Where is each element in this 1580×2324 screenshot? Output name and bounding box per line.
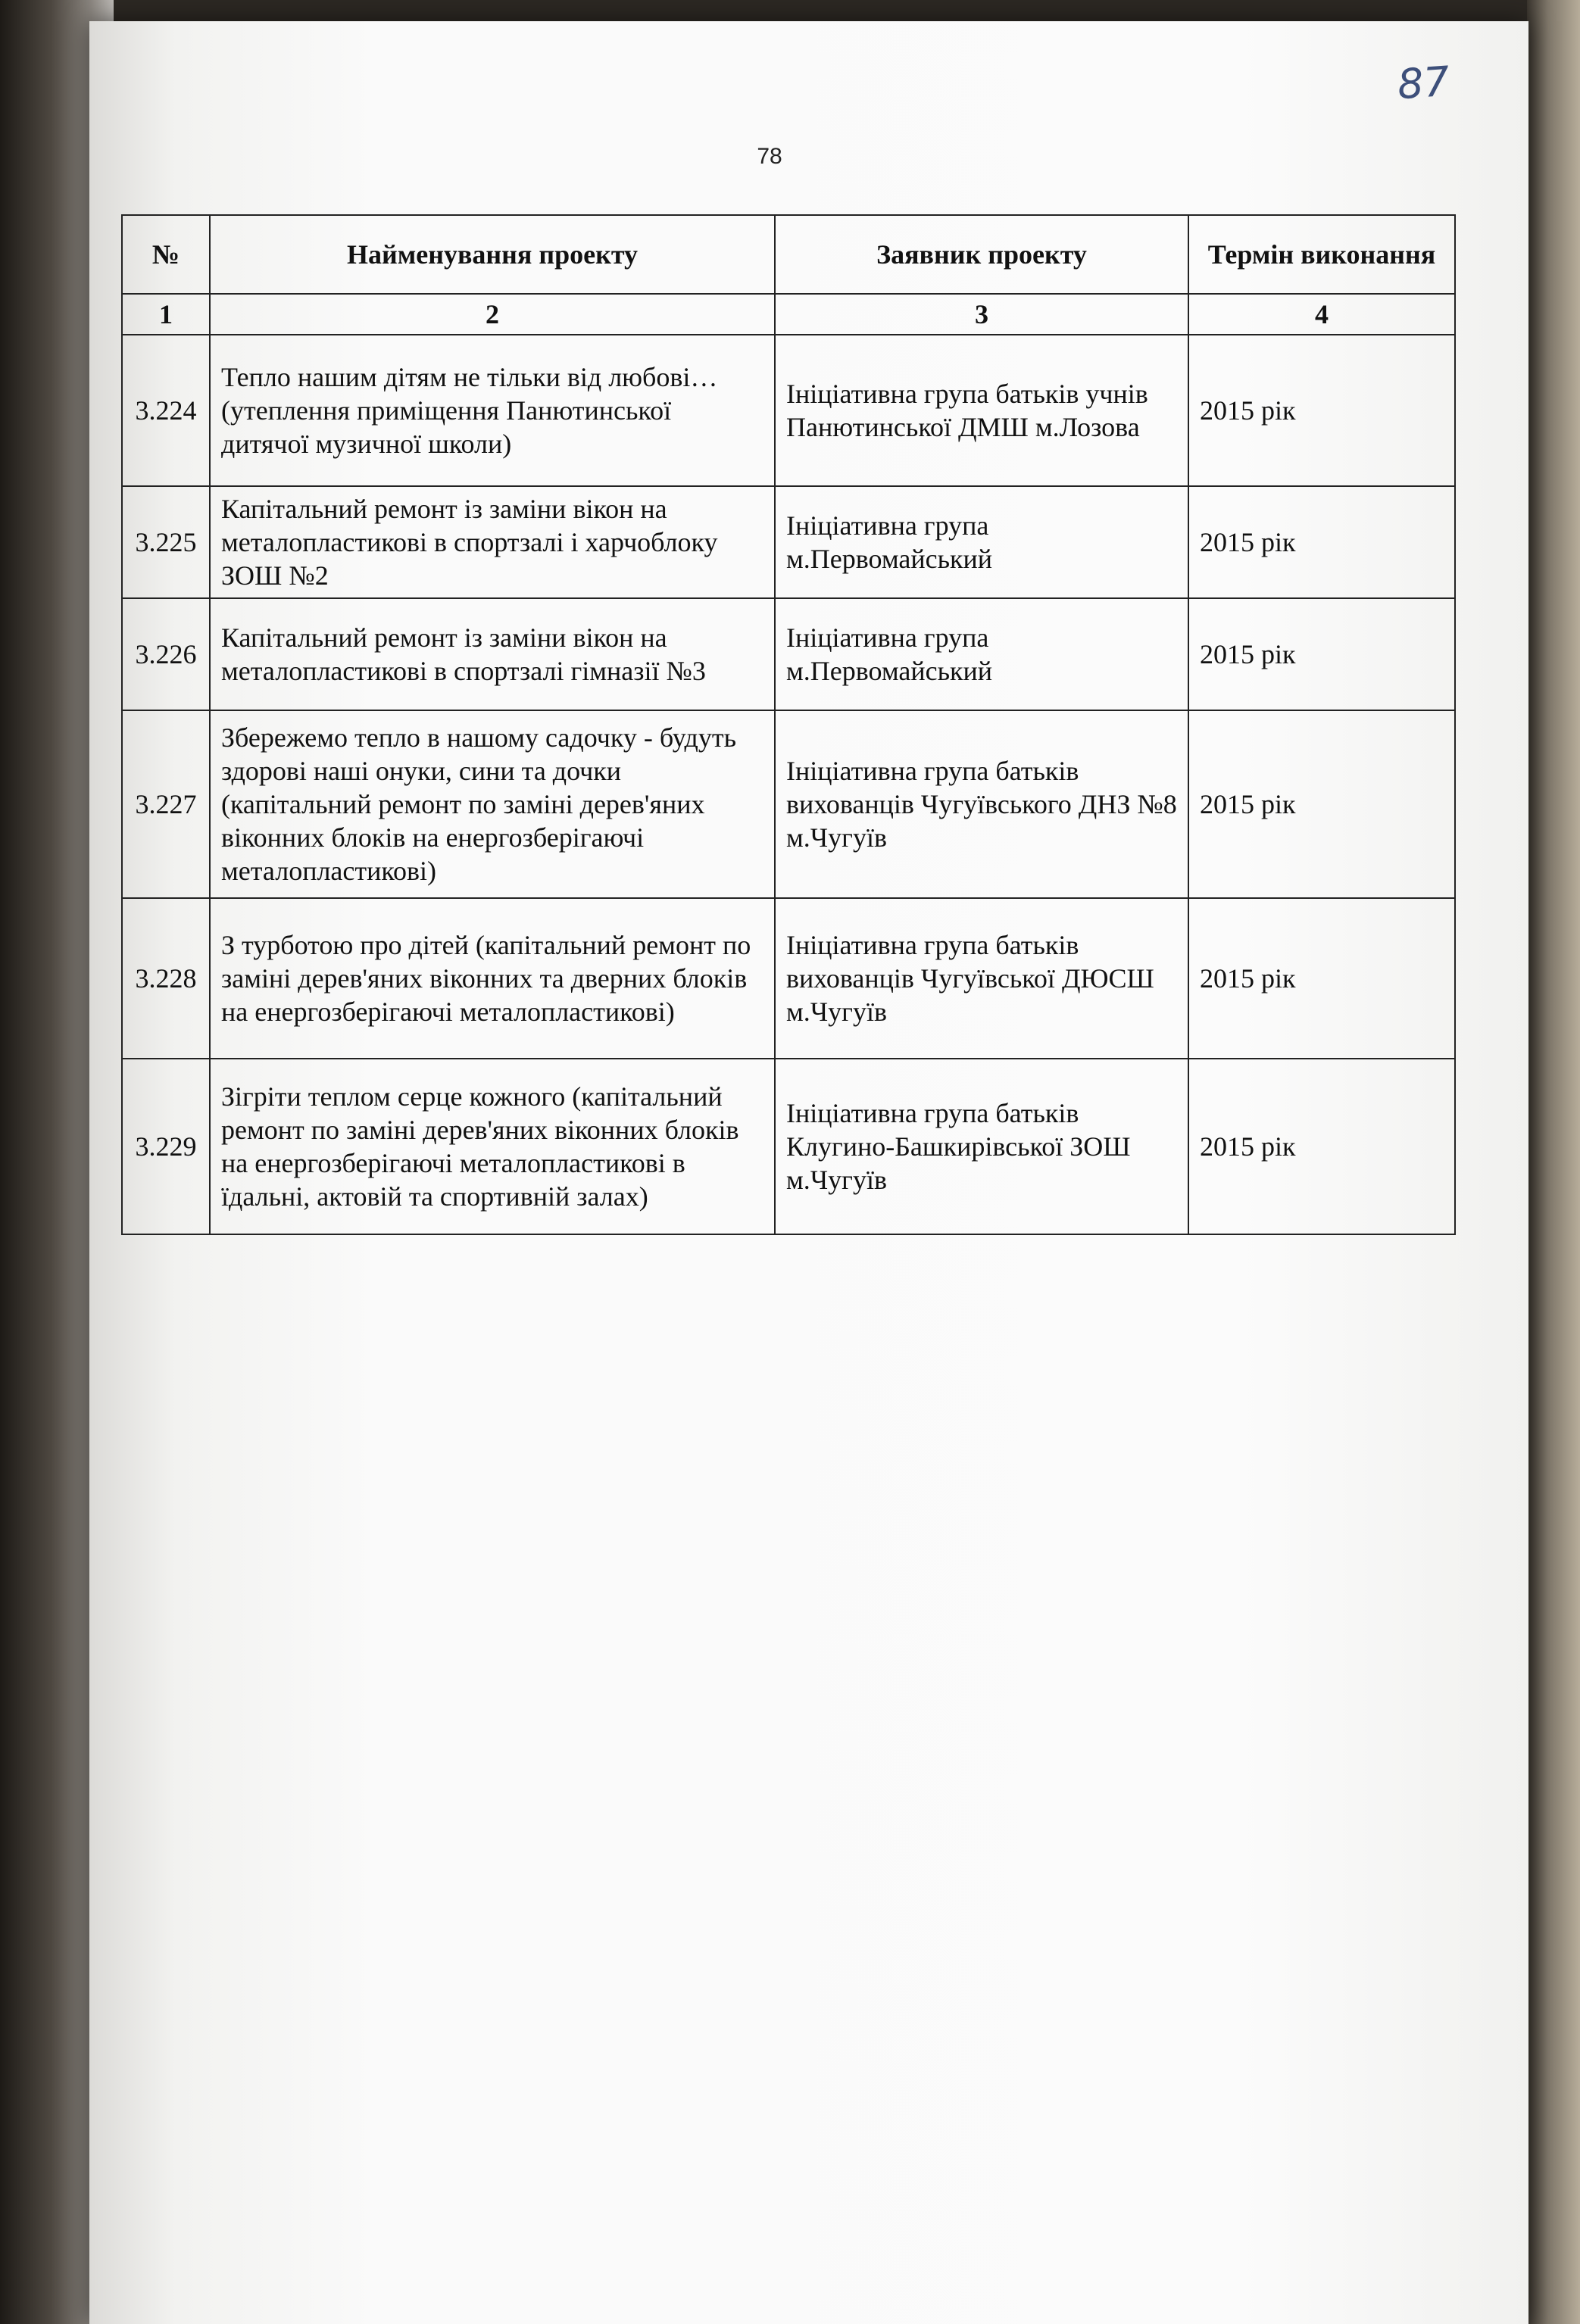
index-cell: 3 <box>775 294 1188 335</box>
index-cell: 2 <box>210 294 775 335</box>
projects-table <box>121 214 1456 1235</box>
project-name: Збережемо тепло в нашому садочку - будуть здорові наші онуки, сини та дочки (капітальний ремонт по заміні дерев'яних віконних блоків на енергозберігаючі металопластикові) <box>210 710 775 898</box>
table-row <box>122 335 1455 486</box>
header-applicant: Заявник проекту <box>775 215 1188 294</box>
project-applicant: Ініціативна група батьків вихованців Чугуївського ДНЗ №8 м.Чугуїв <box>775 710 1188 898</box>
project-name: Капітальний ремонт із заміни вікон на металопластикові в спортзалі гімназії №3 <box>210 598 775 710</box>
project-name: Зігріти теплом серце кожного (капітальний ремонт по заміні дерев'яних віконних блоків на енергозберігаючі металопластикові в їдальні, актовій та спортивній залах) <box>210 1059 775 1234</box>
row-number: 3.226 <box>122 598 210 710</box>
index-cell: 1 <box>122 294 210 335</box>
cardboard-edge <box>1527 0 1580 2324</box>
project-term: 2015 рік <box>1188 598 1455 710</box>
table-index-row <box>122 294 1455 335</box>
table-row <box>122 1059 1455 1234</box>
project-name: З турботою про дітей (капітальний ремонт по заміні дерев'яних віконних та дверних блоків на енергозберігаючі металопластикові) <box>210 898 775 1059</box>
project-term: 2015 рік <box>1188 335 1455 486</box>
project-applicant: Ініціативна група батьків вихованців Чугуївської ДЮСШ м.Чугуїв <box>775 898 1188 1059</box>
row-number: 3.225 <box>122 486 210 598</box>
table-row <box>122 710 1455 898</box>
table-row <box>122 486 1455 598</box>
header-number: № <box>122 215 210 294</box>
project-name: Тепло нашим дітям не тільки від любові… (утеплення приміщення Панютинської дитячої музичної школи) <box>210 335 775 486</box>
project-applicant: Ініціативна група батьків учнів Панютинської ДМШ м.Лозова <box>775 335 1188 486</box>
project-term: 2015 рік <box>1188 898 1455 1059</box>
header-term: Термін виконання <box>1188 215 1455 294</box>
row-number: 3.229 <box>122 1059 210 1234</box>
project-applicant: Ініціативна група м.Первомайський <box>775 486 1188 598</box>
project-term: 2015 рік <box>1188 710 1455 898</box>
project-term: 2015 рік <box>1188 1059 1455 1234</box>
project-name: Капітальний ремонт із заміни вікон на металопластикові в спортзалі і харчоблоку ЗОШ №2 <box>210 486 775 598</box>
table-header-row <box>122 215 1455 294</box>
table-row <box>122 598 1455 710</box>
project-term: 2015 рік <box>1188 486 1455 598</box>
row-number: 3.224 <box>122 335 210 486</box>
index-cell: 4 <box>1188 294 1455 335</box>
project-applicant: Ініціативна група м.Первомайський <box>775 598 1188 710</box>
page-number: 78 <box>757 144 782 169</box>
row-number: 3.228 <box>122 898 210 1059</box>
row-number: 3.227 <box>122 710 210 898</box>
table-row <box>122 898 1455 1059</box>
project-applicant: Ініціативна група батьків Клугино-Башкирівської ЗОШ м.Чугуїв <box>775 1059 1188 1234</box>
handwritten-page-number: 87 <box>1395 57 1451 109</box>
header-project-name: Найменування проекту <box>210 215 775 294</box>
